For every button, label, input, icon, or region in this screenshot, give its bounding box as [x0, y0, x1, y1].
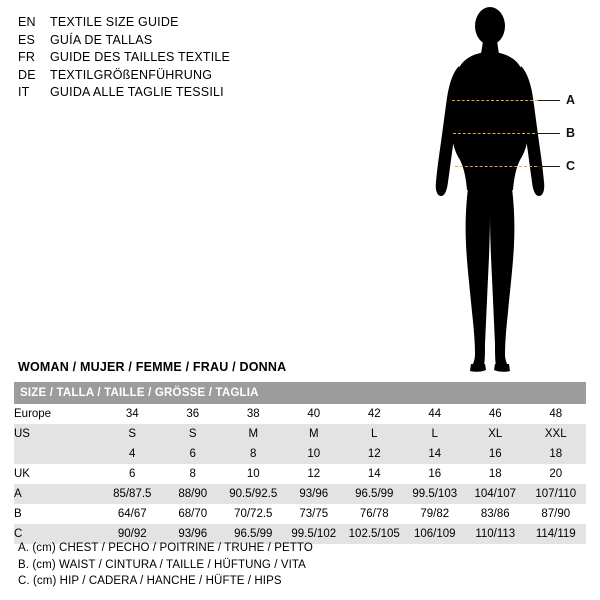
table-row: [14, 404, 586, 424]
note-a: A. (cm) CHEST / PECHO / POITRINE / TRUHE / PETTO: [18, 542, 313, 554]
table-header-label: SIZE / TALLA / TAILLE / GRÖSSE / TAGLIA: [14, 382, 586, 404]
cell: XL: [465, 424, 526, 444]
cell: 96.5/99: [223, 524, 284, 544]
language-row-fr: [18, 49, 318, 67]
language-title: TEXTILE SIZE GUIDE: [50, 15, 179, 29]
cell: 10: [284, 444, 345, 464]
table-row: [14, 444, 586, 464]
language-code: IT: [18, 85, 30, 99]
note-b: B. (cm) WAIST / CINTURA / TAILLE / HÜFTUNG / VITA: [18, 558, 306, 571]
cell: M: [223, 424, 284, 444]
cell: 114/119: [526, 524, 587, 544]
language-title: GUÍA DE TALLAS: [50, 32, 153, 47]
cell: 8: [163, 464, 224, 484]
cell: 38: [223, 404, 284, 424]
cell: 12: [344, 444, 405, 464]
cell: 93/96: [284, 484, 345, 504]
language-row-de: [18, 67, 318, 85]
cell: 6: [102, 464, 163, 484]
section-title-woman: WOMAN / MUJER / FEMME / FRAU / DONNA: [18, 360, 287, 374]
language-code: DE: [18, 67, 36, 82]
cell: 106/109: [405, 524, 466, 544]
cell: 76/78: [344, 504, 405, 524]
row-label: [14, 444, 102, 464]
language-row-it: [18, 84, 318, 102]
row-label: US: [14, 424, 102, 444]
cell: 18: [465, 464, 526, 484]
cell: S: [163, 424, 224, 444]
cell: S: [102, 424, 163, 444]
chest-measure-line: [452, 100, 538, 101]
cell: 110/113: [465, 524, 526, 544]
female-body-figure: [380, 0, 600, 375]
cell: 34: [102, 404, 163, 424]
cell: L: [344, 424, 405, 444]
cell: XXL: [526, 424, 587, 444]
cell: 46: [465, 404, 526, 424]
cell: 16: [405, 464, 466, 484]
table-header-row: [14, 382, 586, 404]
cell: 14: [344, 464, 405, 484]
chest-leader-line: [538, 100, 560, 101]
table-row: [14, 464, 586, 484]
cell: 99.5/102: [284, 524, 345, 544]
hip-leader-line: [537, 166, 560, 167]
table-row: [14, 424, 586, 444]
row-label: B: [14, 504, 102, 524]
cell: 102.5/105: [344, 524, 405, 544]
cell: 83/86: [465, 504, 526, 524]
callout-label-a: A: [566, 93, 576, 107]
cell: 96.5/99: [344, 484, 405, 504]
cell: 44: [405, 404, 466, 424]
cell: 68/70: [163, 504, 224, 524]
cell: 42: [344, 404, 405, 424]
cell: 70/72.5: [223, 504, 284, 524]
cell: M: [284, 424, 345, 444]
cell: 88/90: [163, 484, 224, 504]
measurement-notes: [18, 540, 313, 590]
cell: 6: [163, 444, 224, 464]
cell: 40: [284, 404, 345, 424]
waist-measure-line: [453, 133, 535, 134]
cell: 12: [284, 464, 345, 484]
note-c: C. (cm) HIP / CADERA / HANCHE / HÜFTE / HIPS: [18, 575, 282, 587]
row-label: Europe: [14, 404, 102, 424]
cell: 10: [223, 464, 284, 484]
table-row: [14, 484, 586, 504]
table-row: [14, 504, 586, 524]
cell: L: [405, 424, 466, 444]
cell: 14: [405, 444, 466, 464]
row-label: UK: [14, 464, 102, 484]
size-table: [14, 382, 586, 544]
language-code: FR: [18, 50, 36, 64]
language-row-es: [18, 32, 318, 50]
cell: 8: [223, 444, 284, 464]
row-label: C: [14, 524, 102, 544]
language-title: GUIDA ALLE TAGLIE TESSILI: [50, 85, 224, 99]
cell: 99.5/103: [405, 484, 466, 504]
language-title: TEXTILGRÖßENFÜHRUNG: [50, 67, 213, 82]
cell: 48: [526, 404, 587, 424]
language-code: ES: [18, 32, 36, 47]
cell: 90/92: [102, 524, 163, 544]
cell: 64/67: [102, 504, 163, 524]
cell: 36: [163, 404, 224, 424]
cell: 20: [526, 464, 587, 484]
cell: 85/87.5: [102, 484, 163, 504]
cell: 79/82: [405, 504, 466, 524]
language-row-en: [18, 14, 318, 32]
waist-leader-line: [535, 133, 560, 134]
language-code: EN: [18, 15, 36, 29]
hip-measure-line: [455, 166, 537, 167]
cell: 73/75: [284, 504, 345, 524]
cell: 90.5/92.5: [223, 484, 284, 504]
language-list: [18, 14, 318, 102]
language-title: GUIDE DES TAILLES TEXTILE: [50, 50, 231, 64]
cell: 4: [102, 444, 163, 464]
cell: 107/110: [526, 484, 587, 504]
cell: 16: [465, 444, 526, 464]
cell: 18: [526, 444, 587, 464]
cell: 93/96: [163, 524, 224, 544]
callout-label-b: B: [566, 126, 576, 140]
callout-label-c: C: [566, 159, 576, 173]
body-silhouette-icon: [380, 0, 600, 375]
cell: 104/107: [465, 484, 526, 504]
row-label: A: [14, 484, 102, 504]
cell: 87/90: [526, 504, 587, 524]
